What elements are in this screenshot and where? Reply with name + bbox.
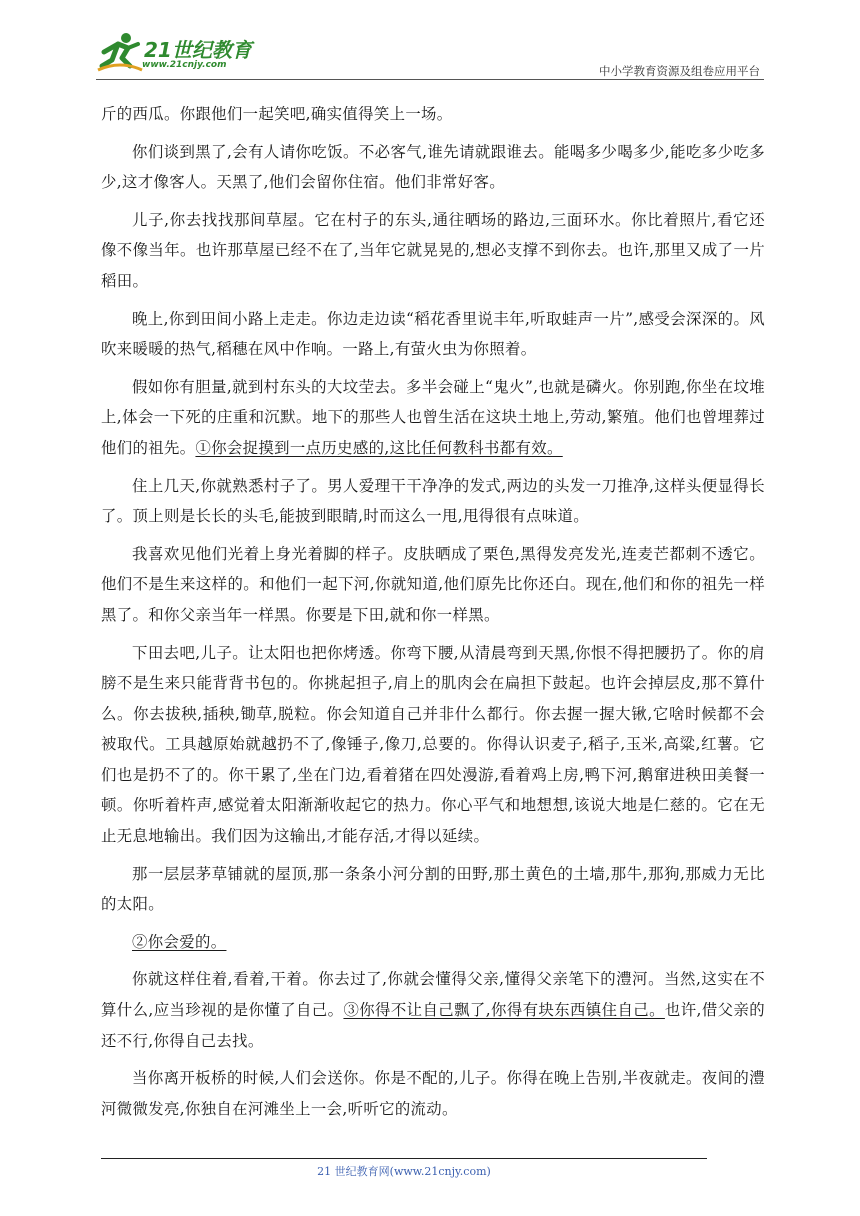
paragraph-text: 你就这样住着,看着,干着。你去过了,你就会懂得父亲,懂得父亲笔下的澧河。当然,这实在不算什么,应当珍视的是你懂了自己。 xyxy=(101,970,765,1020)
paragraph-11 xyxy=(101,964,765,1056)
footer-divider xyxy=(101,1158,707,1159)
underlined-sentence-3: ③你得不让自己飘了,你得有块东西镇住自己。 xyxy=(343,1001,665,1020)
paragraph-12 xyxy=(101,1063,765,1124)
paragraph-9 xyxy=(101,859,765,920)
runner-logo-icon xyxy=(96,30,144,76)
article-body xyxy=(101,99,765,1131)
platform-name: 中小学教育资源及组卷应用平台 xyxy=(599,64,760,78)
paragraph-text: 你们谈到黑了,会有人请你吃饭。不必客气,谁先请就跟谁去。能喝多少喝多少,能吃多少吃多少,这才像客人。天黑了,他们会留你住宿。他们非常好客。 xyxy=(101,142,765,192)
paragraph-text: 下田去吧,儿子。让太阳也把你烤透。你弯下腰,从清晨弯到天黑,你恨不得把腰扔了。你的肩膀不是生来只能背背书包的。你挑起担子,肩上的肌肉会在扁担下鼓起。也许会掉层皮,那不算什么。你去拔秧,插秧,锄草,脱粒。你会知道自己并非什么都行。你去握一握大锹,它啥时候都不会被取代。工具越原始就越扔不了,像锤子,像刀,总要的。你得认识麦子,稻子,玉米,高粱,红薯。它们也是扔不了的。你干累了,坐在门边,看着猪在四处漫游,看着鸡上房,鸭下河,鹅窜进秧田美餐一顿。你听着杵声,感觉着太阳渐渐收起它的热力。你心平气和地想想,该说大地是仁慈的。它在无止无息地输出。我们因为这输出,才能存活,才得以延续。 xyxy=(101,643,765,846)
underlined-sentence-2: ②你会爱的。 xyxy=(132,932,227,951)
paragraph-text: 假如你有胆量,就到村东头的大坟茔去。多半会碰上“鬼火”,也就是磷火。你别跑,你坐在坟堆上,体会一下死的庄重和沉默。地下的那些人也曾生活在这块土地上,劳动,繁殖。他们也曾埋葬过他们的祖先。 xyxy=(101,377,765,457)
logo-url-text: www.21cnjy.com xyxy=(142,60,227,70)
logo-brand-text: 21世纪教育 xyxy=(144,38,252,62)
site-logo[interactable] xyxy=(96,30,266,80)
header-divider xyxy=(96,79,764,80)
paragraph-5 xyxy=(101,372,765,464)
paragraph-1 xyxy=(101,99,765,130)
paragraph-text: 我喜欢见他们光着上身光着脚的样子。皮肤晒成了栗色,黑得发亮发光,连麦芒都刺不透它。他们不是生来这样的。和他们一起下河,你就知道,他们原先比你还白。现在,他们和你的祖先一样黑了。和你父亲当年一样黑。你要是下田,就和你一样黑。 xyxy=(101,544,765,624)
paragraph-text: 住上几天,你就熟悉村子了。男人爱理干干净净的发式,两边的头发一刀推净,这样头便显得长了。顶上则是长长的头毛,能披到眼睛,时而这么一甩,甩得很有点味道。 xyxy=(101,476,765,526)
paragraph-4 xyxy=(101,304,765,365)
paragraph-7 xyxy=(101,539,765,631)
paragraph-text: 晚上,你到田间小路上走走。你边走边读“稻花香里说丰年,听取蛙声一片”,感受会深深的。风吹来暖暖的热气,稻穗在风中作响。一路上,有萤火虫为你照着。 xyxy=(101,309,765,359)
paragraph-2 xyxy=(101,137,765,198)
footer-link[interactable]: 21 世纪教育网(www.21cnjy.com) xyxy=(317,1165,491,1178)
page-header xyxy=(96,30,764,82)
paragraph-6 xyxy=(101,471,765,532)
paragraph-text: 当你离开板桥的时候,人们会送你。你是不配的,儿子。你得在晚上告别,半夜就走。夜间的澧河微微发亮,你独自在河滩坐上一会,听听它的流动。 xyxy=(101,1069,765,1118)
paragraph-text: 那一层层茅草铺就的屋顶,那一条条小河分割的田野,那土黄色的土墙,那牛,那狗,那威力无比的太阳。 xyxy=(101,864,765,914)
paragraph-text: 斤的西瓜。你跟他们一起笑吧,确实值得笑上一场。 xyxy=(101,105,453,123)
paragraph-text-tail: 也许,借父亲的还不行,你得自己去找。 xyxy=(101,1001,765,1050)
underlined-sentence-1: ①你会捉摸到一点历史感的,这比任何教科书都有效。 xyxy=(195,438,563,457)
paragraph-10 xyxy=(101,927,765,958)
paragraph-8 xyxy=(101,638,765,852)
paragraph-text: 儿子,你去找找那间草屋。它在村子的东头,通往晒场的路边,三面环水。你比着照片,看它还像不像当年。也许那草屋已经不在了,当年它就晃晃的,想必支撑不到你去。也许,那里又成了一片稻田。 xyxy=(101,210,765,290)
paragraph-3 xyxy=(101,205,765,297)
